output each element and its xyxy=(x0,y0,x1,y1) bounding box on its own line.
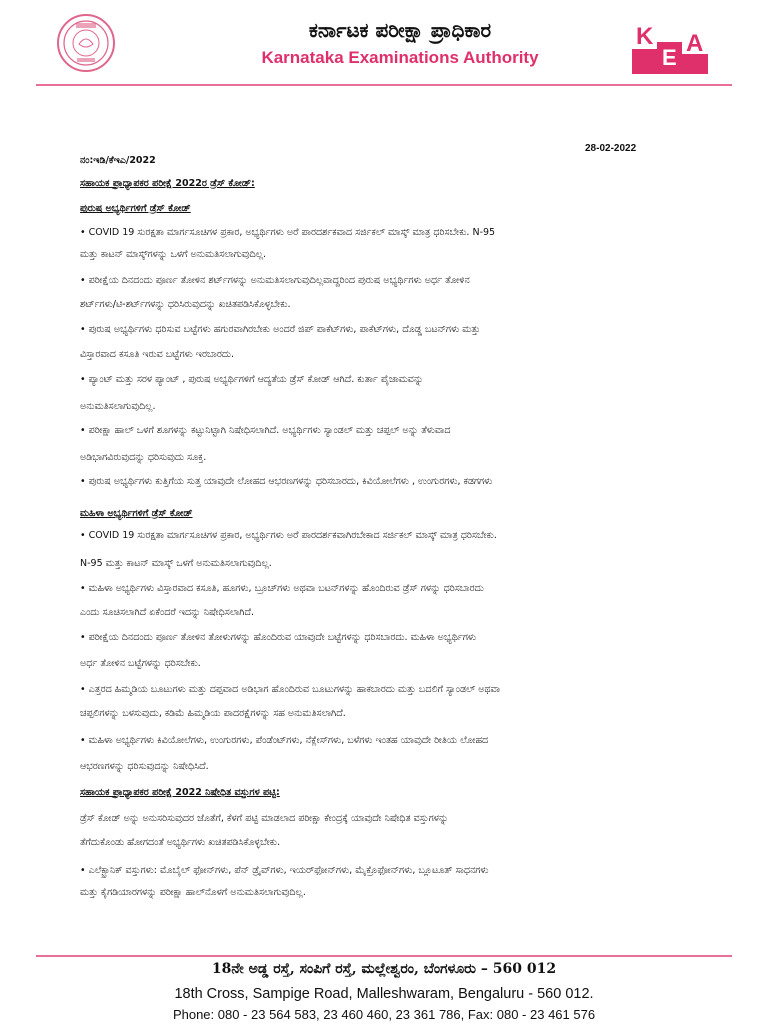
svg-text:K: K xyxy=(636,23,654,50)
contact-numbers: Phone: 080 - 23 564 583, 23 460 460, 23 361 786, Fax: 080 - 23 461 576 xyxy=(172,1007,596,1022)
body-line: ಅರ್ಧ ತೋಳಿನ ಬಟ್ಟೆಗಳನ್ನು ಧರಿಸಬೇಕು. xyxy=(80,658,201,669)
body-line: ಆಭರಣಗಳನ್ನು ಧರಿಸುವುದನ್ನು ನಿಷೇಧಿಸಿದೆ. xyxy=(80,761,209,772)
document-date: 28-02-2022 xyxy=(585,143,637,154)
body-line: • COVID 19 ಸುರಕ್ಷತಾ ಮಾರ್ಗಸೂಚಿಗಳ ಪ್ರಕಾರ, ಅಭ್ಯರ್ಥಿಗಳು ಅರೆ ಪಾರದರ್ಶಕವಾಗಿರಬೇಕಾದ ಸರ್ಜಿಕಲ್ ಮಾಸ್ಕ್ ಮಾತ್ರ ಧರಿಸಬೇಕು. xyxy=(80,530,497,541)
address-kannada: 18ನೇ ಅಡ್ಡ ರಸ್ತೆ, ಸಂಪಿಗೆ ರಸ್ತೆ, ಮಲ್ಲೇಶ್ವರಂ, ಬೆಂಗಳೂರು – 560 012 xyxy=(211,961,557,977)
body-line: • ಪುರುಷ ಅಭ್ಯರ್ಥಿಗಳು ಕುತ್ತಿಗೆಯ ಸುತ್ತ ಯಾವುದೇ ಲೋಹದ ಆಭರಣಗಳನ್ನು ಧರಿಸಬಾರದು, ಕಿವಿಯೋಲೆಗಳು , ಉಂಗುರಗಳು, ಕಡಗಗಳು xyxy=(80,476,493,487)
svg-text:E: E xyxy=(662,45,677,70)
kea-logo xyxy=(632,22,712,74)
section-heading: ಮಹಿಳಾ ಅಭ್ಯರ್ಥಿಗಳಿಗೆ ಡ್ರೆಸ್ ಕೋಡ್ xyxy=(80,508,193,519)
body-line: ಎಂದು ಸೂಚಿಸಲಾಗಿದೆ ಏಕೆಂದರೆ ಇದನ್ನು ನಿಷೇಧಿಸಲಾಗಿದೆ. xyxy=(80,607,255,618)
body-line: N-95 ಮತ್ತು ಕಾಟನ್ ಮಾಸ್ಕ್ ಒಳಗೆ ಅನುಮತಿಸಲಾಗುವುದಿಲ್ಲ. xyxy=(80,558,272,569)
body-line: ಶರ್ಟ್‌ಗಳು/ಟಿ-ಶರ್ಟ್‌ಗಳನ್ನು ಧರಿಸಿರುವುದನ್ನು ಖಚಿತಪಡಿಸಿಕೊಳ್ಳಬೇಕು. xyxy=(80,299,291,310)
body-line: • ಎಲೆಕ್ಟ್ರಾನಿಕ್ ವಸ್ತುಗಳು: ಮೊಬೈಲ್ ಫೋನ್‌ಗಳು, ಪೆನ್ ಡ್ರೈವ್‌ಗಳು, ಇಯರ್‌ಫೋನ್‌ಗಳು, ಮೈಕ್ರೊಫೋನ್‌ಗಳು, ಬ್ಲೂಟೂತ್ ಸಾಧನಗಳು xyxy=(80,865,489,876)
body-line: ವಿಸ್ತಾರವಾದ ಕಸೂತಿ ಇರುವ ಬಟ್ಟೆಗಳು ಇರಬಾರದು. xyxy=(80,349,235,360)
section-heading: ಪುರುಷ ಅಭ್ಯರ್ಥಿಗಳಿಗೆ ಡ್ರೆಸ್ ಕೋಡ್ xyxy=(80,203,191,214)
body-line: • ಪರೀಕ್ಷಾ ಹಾಲ್ ಒಳಗೆ ಶೂಗಳನ್ನು ಕಟ್ಟುನಿಟ್ಟಾಗಿ ನಿಷೇಧಿಸಲಾಗಿದೆ. ಅಭ್ಯರ್ಥಿಗಳು ಸ್ಯಾಂಡಲ್ ಮತ್ತು ಚಪ್ಪಲ್ ಅನ್ನು ತೆಳುವಾದ xyxy=(80,425,451,436)
footer-divider xyxy=(36,955,732,957)
header-divider xyxy=(36,84,732,86)
body-line: • ಪುರುಷ ಅಭ್ಯರ್ಥಿಗಳು ಧರಿಸುವ ಬಟ್ಟೆಗಳು ಹಗುರವಾಗಿರಬೇಕು ಅಂದರೆ ಜಿಪ್ ಪಾಕೆಟ್‌ಗಳು, ಪಾಕೆಟ್‌ಗಳು, ದೊಡ್ಡ ಬಟನ್‌ಗಳು ಮತ್ತು xyxy=(80,324,481,335)
body-line: ಡ್ರೆಸ್ ಕೋಡ್ ಅನ್ನು ಅನುಸರಿಸುವುದರ ಜೊತೆಗೆ, ಕೆಳಗೆ ಪಟ್ಟಿ ಮಾಡಲಾದ ಪರೀಕ್ಷಾ ಕೇಂದ್ರಕ್ಕೆ ಯಾವುದೇ ನಿಷೇಧಿತ ವಸ್ತುಗಳನ್ನು xyxy=(80,813,449,824)
document-subject: ಸಹಾಯಕ ಪ್ರಾಧ್ಯಾಪಕರ ಪರೀಕ್ಷೆ 2022ರ ಡ್ರೆಸ್ ಕೋಡ್: xyxy=(80,178,255,189)
body-line: ಮತ್ತು ಕೈಗಡಿಯಾರಗಳನ್ನು ಪರೀಕ್ಷಾ ಹಾಲ್‌ನೊಳಗೆ ಅನುಮತಿಸಲಾಗುವುದಿಲ್ಲ. xyxy=(80,887,306,898)
svg-text:A: A xyxy=(686,30,704,57)
body-line: • ಪ್ಯಾಂಟ್ ಮತ್ತು ಸರಳ ಪ್ಯಾಂಟ್ , ಪುರುಷ ಅಭ್ಯರ್ಥಿಗಳಿಗೆ ಆದ್ಯತೆಯ ಡ್ರೆಸ್ ಕೋಡ್ ಆಗಿದೆ. ಕುರ್ತಾ ಪೈಜಾಮವನ್ನು xyxy=(80,374,424,385)
org-title-english: Karnataka Examinations Authority xyxy=(261,48,539,67)
body-line: • ಮಹಿಳಾ ಅಭ್ಯರ್ಥಿಗಳು ವಿಸ್ತಾರವಾದ ಕಸೂತಿ, ಹೂಗಳು, ಬ್ರೂಚ್‌ಗಳು ಅಥವಾ ಬಟನ್‌ಗಳನ್ನು ಹೊಂದಿರುವ ಡ್ರೆಸ್ ಗಳನ್ನು ಧರಿಸಬಾರದು xyxy=(80,583,484,594)
body-line: ತೆಗೆದುಕೊಂಡು ಹೋಗದಂತೆ ಅಭ್ಯರ್ಥಿಗಳು ಖಚಿತಪಡಿಸಿಕೊಳ್ಳಬೇಕು. xyxy=(80,837,281,848)
kea-emblem-logo xyxy=(57,14,115,72)
body-line: • ಪರೀಕ್ಷೆಯ ದಿನದಂದು ಪೂರ್ಣ ತೋಳಿನ ಶರ್ಟ್‌ಗಳನ್ನು ಅನುಮತಿಸಲಾಗುವುದಿಲ್ಲವಾದ್ದರಿಂದ ಪುರುಷ ಅಭ್ಯರ್ಥಿಗಳು ಅರ್ಧ ತೋಳಿನ xyxy=(80,275,470,286)
reference-number: ನಂ:ಇಡಿ/ಕೆಇಎ/2022 xyxy=(80,155,156,166)
body-line: • ಮಹಿಳಾ ಅಭ್ಯರ್ಥಿಗಳು ಕಿವಿಯೋಲೆಗಳು, ಉಂಗುರಗಳು, ಪೆಂಡೆಂಟ್‌ಗಳು, ನೆಕ್ಲೇಸ್‌ಗಳು, ಬಳೆಗಳು ಇಂತಹ ಯಾವುದೇ ರೀತಿಯ ಲೋಹದ xyxy=(80,735,489,746)
body-line: • ಎತ್ತರದ ಹಿಮ್ಮಡಿಯ ಬೂಟುಗಳು ಮತ್ತು ದಪ್ಪವಾದ ಅಡಿಭಾಗ ಹೊಂದಿರುವ ಬೂಟುಗಳನ್ನು ಹಾಕಬಾರದು ಮತ್ತು ಬದಲಿಗೆ ಸ್ಯಾಂಡಲ್ ಅಥವಾ xyxy=(80,684,501,695)
body-line: • ಪರೀಕ್ಷೆಯ ದಿನದಂದು ಪೂರ್ಣ ತೋಳಿನ ತೋಳುಗಳನ್ನು ಹೊಂದಿರುವ ಯಾವುದೇ ಬಟ್ಟೆಗಳನ್ನು ಧರಿಸಬಾರದು. ಮಹಿಳಾ ಅಭ್ಯರ್ಥಿಗಳು xyxy=(80,632,477,643)
body-line: • COVID 19 ಸುರಕ್ಷತಾ ಮಾರ್ಗಸೂಚಿಗಳ ಪ್ರಕಾರ, ಅಭ್ಯರ್ಥಿಗಳು ಅರೆ ಪಾರದರ್ಶಕವಾದ ಸರ್ಜಿಕಲ್ ಮಾಸ್ಕ್ ಮಾತ್ರ ಧರಿಸಬೇಕು. N-95 xyxy=(80,227,496,238)
body-line: ಅಡಿಭಾಗವಿರುವುದನ್ನು ಧರಿಸುವುದು ಸೂಕ್ತ. xyxy=(80,452,207,463)
body-line: ಮತ್ತು ಕಾಟನ್ ಮಾಸ್ಕ್‌ಗಳನ್ನು ಒಳಗೆ ಅನುಮತಿಸಲಾಗುವುದಿಲ್ಲ. xyxy=(80,249,267,260)
section-heading: ಸಹಾಯಕ ಪ್ರಾಧ್ಯಾಪಕರ ಪರೀಕ್ಷೆ 2022 ನಿಷೇಧಿತ ವಸ್ತುಗಳ ಪಟ್ಟಿ: xyxy=(80,787,280,798)
org-title-kannada: ಕರ್ನಾಟಕ ಪರೀಕ್ಷಾ ಪ್ರಾಧಿಕಾರ xyxy=(308,18,492,42)
body-line: ಚಪ್ಪಲಿಗಳನ್ನು ಬಳಸುವುದು, ಕಡಿಮೆ ಹಿಮ್ಮಡಿಯ ಪಾದರಕ್ಷೆಗಳನ್ನು ಸಹ ಅನುಮತಿಸಲಾಗಿದೆ. xyxy=(80,708,346,719)
body-line: ಅನುಮತಿಸಲಾಗುವುದಿಲ್ಲ. xyxy=(80,401,156,412)
address-english: 18th Cross, Sampige Road, Malleshwaram, Bengaluru - 560 012. xyxy=(174,986,594,1002)
